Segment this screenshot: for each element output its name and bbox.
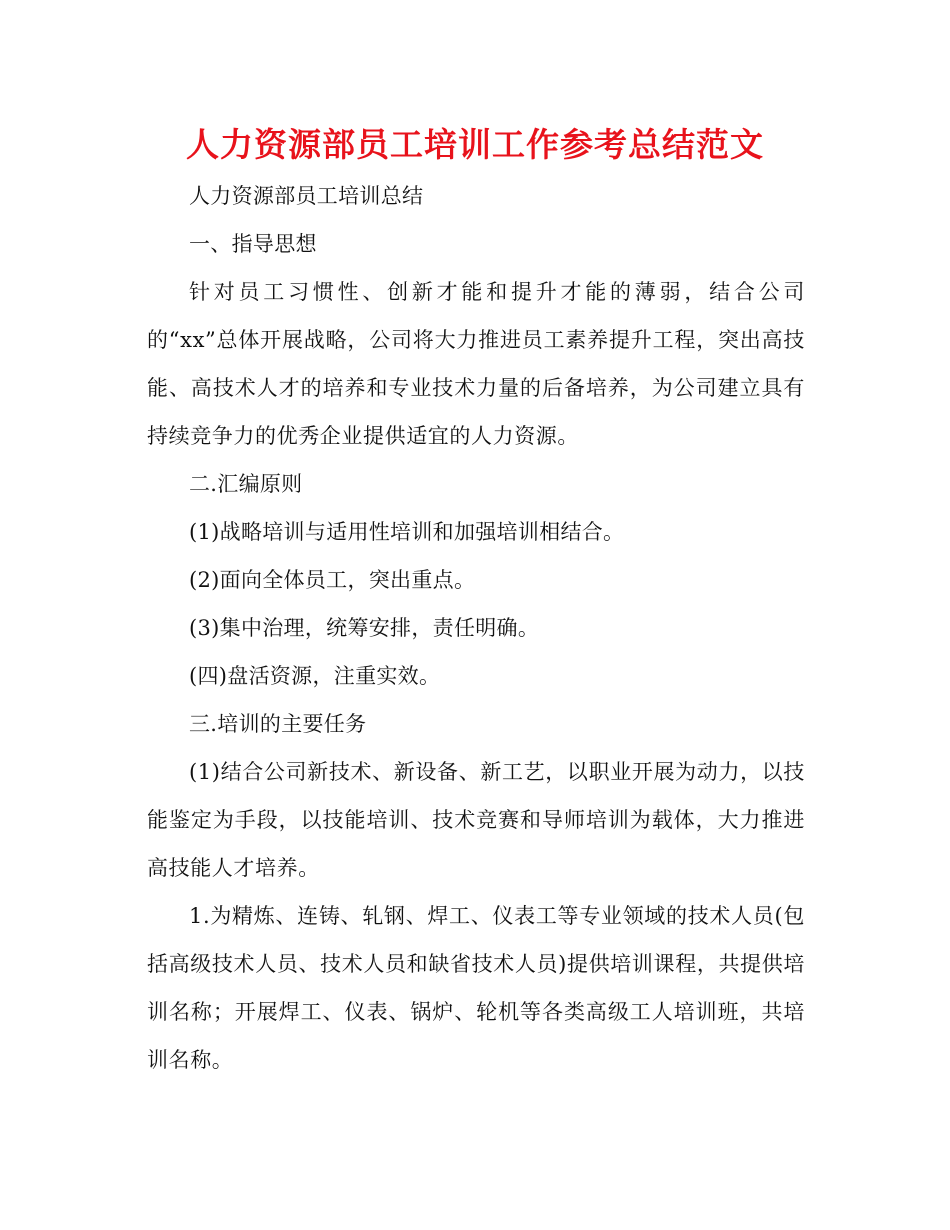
paragraph-guiding-ideology: 针对员工习惯性、创新才能和提升才能的薄弱，结合公司的“xx”总体开展战略，公司将大力推进员工素养提升工程，突出高技能、高技术人才的培养和专业技术力量的后备培养，为公司建立具有持续竞争力的优秀企业提供适宜的人力资源。: [147, 280, 805, 448]
heading-guiding-ideology: 一、指导思想: [189, 232, 317, 256]
document-body: [147, 172, 805, 1084]
document-title: 人力资源部员工培训工作参考总结范文: [186, 125, 764, 164]
task-paragraph-2: 1.为精炼、连铸、轧钢、焊工、仪表工等专业领域的技术人员(包括高级技术人员、技术人员和缺省技术人员)提供培训课程，共提供培训名称；开展焊工、仪表、锅炉、轮机等各类高级工人培训班，共培训名称。: [147, 904, 805, 1072]
principle-item-1: (1)战略培训与适用性培训和加强培训相结合。: [189, 520, 625, 544]
heading-main-tasks: 三.培训的主要任务: [189, 712, 367, 736]
task-paragraph-1: (1)结合公司新技术、新设备、新工艺，以职业开展为动力，以技能鉴定为手段，以技能培训、技术竞赛和导师培训为载体，大力推进高技能人才培养。: [147, 760, 805, 880]
principle-item-4: (四)盘活资源，注重实效。: [189, 664, 441, 688]
principle-item-3: (3)集中治理，统筹安排，责任明确。: [189, 616, 540, 640]
heading-compilation-principles: 二.汇编原则: [189, 472, 303, 496]
section-subtitle: 人力资源部员工培训总结: [189, 184, 424, 208]
principle-item-2: (2)面向全体员工，突出重点。: [189, 568, 476, 592]
